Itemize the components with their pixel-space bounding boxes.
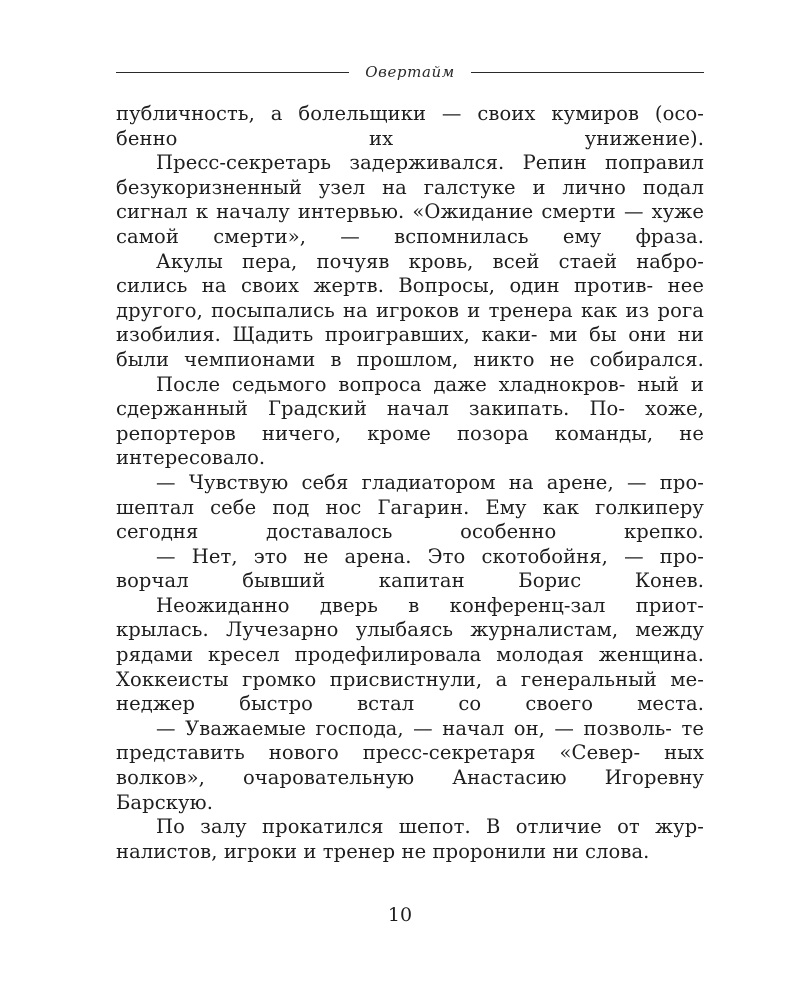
text-line: ных волков», очаровательную Анастасию Игоревну <box>116 741 704 790</box>
book-title: Овертайм <box>365 63 455 81</box>
running-head <box>116 60 704 84</box>
text-line: хоже, репортеров ничего, кроме позора команды, <box>116 397 704 445</box>
text-line: сились на своих жертв. Вопросы, один против- <box>116 274 654 298</box>
text-line: сегодня доставалось особенно крепко. <box>116 520 704 544</box>
text-line: крылась. Лучезарно улыбаясь журналистам, между <box>116 618 704 642</box>
text-line: — Нет, это не арена. Это скотобойня, — про- <box>156 544 704 568</box>
text-line: безукоризненный узел на галстуке и лично подал <box>116 175 704 199</box>
text-line: Барскую. <box>116 790 213 814</box>
text-line: не собирался. <box>549 347 704 371</box>
text-line: После седьмого вопроса даже хладнокров- <box>156 372 626 396</box>
paragraph <box>116 717 704 815</box>
text-line: ми бы они ни были чемпионами в прошлом, никто <box>116 323 704 371</box>
paragraph <box>116 815 704 864</box>
text-line: — Уважаемые господа, — начал он, — позволь- <box>156 716 672 740</box>
text-line: те представить нового пресс-секретаря «Север- <box>116 716 704 765</box>
text-line: неджер быстро встал со своего места. <box>116 692 704 716</box>
text-line: хуже самой смерти», — вспомнилась ему фраза. <box>116 200 704 248</box>
text-line: рядами кресел продефилировала молодая женщина. <box>116 643 704 667</box>
text-line: Акулы пера, почуяв кровь, всей стаей набро- <box>156 249 704 273</box>
text-line: не интересовало. <box>116 421 704 470</box>
header-rule-right <box>471 72 704 73</box>
header-rule-left <box>116 72 349 73</box>
text-line: ный и сдержанный Градский начал закипать. По- <box>116 372 704 421</box>
paragraph <box>116 250 704 373</box>
text-line: шептал себе под нос Гагарин. Ему как голкиперу <box>116 495 704 519</box>
paragraph <box>116 151 704 249</box>
text-line: Хоккеисты громко присвистнули, а генеральный ме- <box>116 667 704 691</box>
text-line: публичность, а болельщики — своих кумиров (осо- <box>116 102 704 125</box>
paragraph <box>116 471 704 545</box>
body-text <box>116 102 704 864</box>
text-line: Пресс-секретарь задерживался. Репин поправил <box>156 151 704 175</box>
text-line: Неожиданно дверь в конференц-зал приот- <box>156 593 704 617</box>
text-line: нее другого, посыпались на игроков и тренера <box>116 274 704 322</box>
paragraph <box>116 102 704 151</box>
page-number: 10 <box>387 904 413 926</box>
text-line: как из рога изобилия. Щадить проигравших, каки- <box>116 298 704 347</box>
text-line: бенно их унижение). <box>116 126 704 150</box>
text-line: ворчал бывший капитан Борис Конев. <box>116 569 704 593</box>
paragraph <box>116 373 704 471</box>
text-line: налистов, игроки и тренер не проронили ни слова. <box>116 839 650 863</box>
paragraph <box>116 594 704 717</box>
text-line: сигнал к началу интервью. «Ожидание смерти — <box>116 200 644 224</box>
paragraph <box>116 545 704 594</box>
text-line: — Чувствую себя гладиатором на арене, — про- <box>156 470 704 494</box>
text-line: По залу прокатился шепот. В отличие от жур- <box>156 815 704 839</box>
